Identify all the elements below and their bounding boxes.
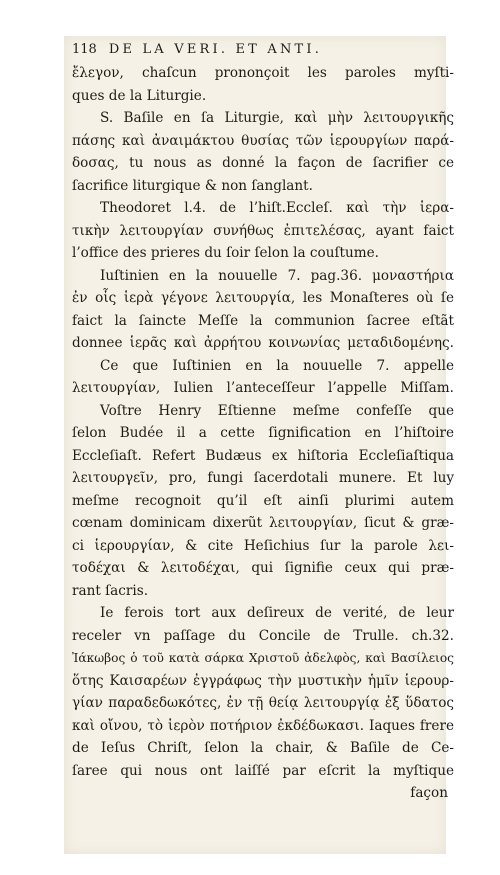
text-line: τοδέχαι & λειτοδέχαι, qui ſignifie ceux qui præ- bbox=[72, 560, 454, 576]
text-line: Theodoret l.4. de l’hiſt.Eccleſ. καὶ τὴν ἱερα- bbox=[100, 200, 454, 216]
text-line: ſaree qui nous ont laiſſé par eſcrit la myſtique bbox=[72, 762, 454, 779]
text-line: ques de la Liturgie. bbox=[72, 87, 207, 104]
text-line: ci ἱερουργίαν, & cite Heſichius ſur la parole λει- bbox=[72, 537, 454, 554]
text-line: faict la ſaincte Meſſe la communion ſacree eſtãt bbox=[72, 312, 454, 329]
running-title: DE LA VERI. ET ANTI. bbox=[108, 42, 323, 57]
text-line: δοσας, tu nous as donné la façon de ſacrifier ce bbox=[72, 155, 454, 171]
text-line: ἐν οἷς ἱερὰ γέγονε λειτουργία, les Monaſteres où ſe bbox=[72, 290, 454, 306]
text-line: ὅτης Καισαρέων ἐγγράφως τὴν μυστικὴν ἡμῖν ἱερουρ- bbox=[72, 672, 454, 689]
text-line: ſelon Budée il a cette ſignification en l’hiſtoire bbox=[72, 425, 454, 441]
text-line: S. Baſile en ſa Liturgie, καὶ μὴν λειτουργικῆς bbox=[100, 110, 454, 126]
text-line: ſacrifice liturgique & non ſanglant. bbox=[72, 177, 313, 194]
text-line: λειτουργεῖν, pro, fungi ſacerdotali munere. Et luy bbox=[72, 470, 454, 486]
running-header bbox=[72, 42, 454, 57]
text-line: Ἰάκωβος ὁ τοῦ κατὰ σάρκα Χριστοῦ ἀδελφὸς, καὶ Βασίλειος bbox=[72, 651, 454, 665]
text-line: Eccleſiaſt. Refert Budæus ex hiſtoria Eccleſiaſtiqua bbox=[72, 447, 454, 464]
text-line: πάσης καὶ ἀναιμάκτου θυσίας τῶν ἱερουργίων παρά- bbox=[72, 132, 454, 149]
text-line: τικὴν λειτουργίαν συνήθως ἐπιτελέσας, ayant faict bbox=[72, 222, 454, 239]
text-line: meſme recognoit qu’il eſt ainſi plurimi autem bbox=[72, 492, 454, 509]
text-line: l’office des prieres du ſoir ſelon la couſtume. bbox=[72, 245, 379, 261]
catchword: façon bbox=[410, 785, 448, 801]
text-line: cœnam dominicam dixerũt λειτουργίαν, ſicut & græ- bbox=[72, 515, 454, 531]
text-line: γίαν παραδεδωκότες, ἐν τῇ θείᾳ λειτουργίᾳ ἐξ ὕδατος bbox=[72, 695, 454, 711]
text-line: de Ieſus Chriſt, ſelon la chair, & Baſile de Ce- bbox=[72, 740, 454, 756]
text-line: receler vn paſſage du Concile de Trulle. ch.32. bbox=[72, 627, 454, 644]
text-line: Iuſtinien en la nouuelle 7. pag.36. μοναστήρια bbox=[100, 267, 454, 284]
page-number: 118 bbox=[72, 42, 97, 57]
text-line: Ie ferois tort aux deſireux de verité, de leur bbox=[100, 605, 454, 621]
text-line: rant ſacris. bbox=[72, 582, 149, 599]
page-body-text bbox=[72, 62, 454, 805]
text-line: ἔλεγον, chaſcun prononçoit les paroles myſti- bbox=[72, 65, 454, 81]
text-line: λειτουργίαν, Iulien l’anteceſſeur l’appelle Miſſam. bbox=[72, 380, 454, 396]
text-line: Ce que Iuſtinien en la nouuelle 7. appelle bbox=[100, 357, 454, 374]
text-line: donnee ἱερᾶς καὶ ἀρρήτου κοινωνίας μεταδιδομένης. bbox=[72, 335, 454, 351]
text-line: καὶ οἴνου, τὸ ἱερὸν ποτήριον ἐκδέδωκασι. Iaques frere bbox=[72, 717, 454, 734]
text-line: Voſtre Henry Eſtienne meſme confeſſe que bbox=[100, 402, 454, 419]
